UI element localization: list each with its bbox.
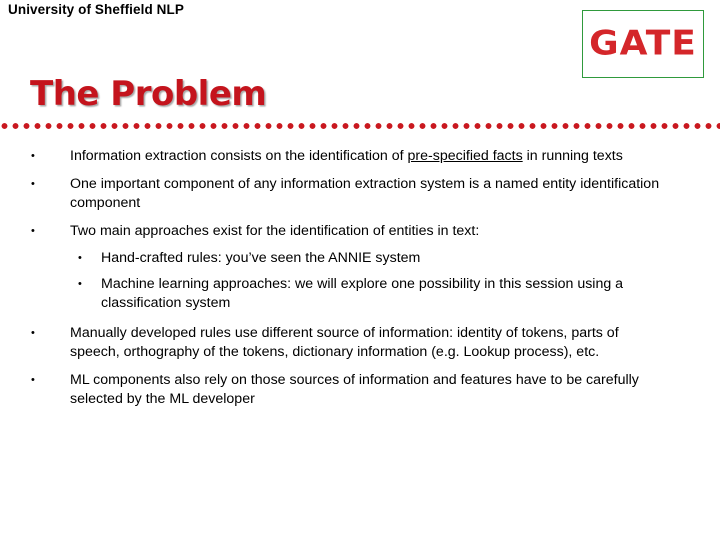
bullet-marker: • [78,277,82,290]
bullet-marker: • [78,252,82,264]
bullet-marker: • [31,150,35,162]
bullet-marker: • [31,177,35,190]
gate-logo-text: GATE [589,24,697,63]
bullet-text: Hand-crafted rules: you’ve seen the ANNIE system [101,250,421,266]
dotted-divider [0,121,720,131]
header-institution: University of Sheffield NLP [8,2,184,17]
bullet-text: Machine learning approaches: we will explore one possibility in this session using a classification system [101,275,624,311]
gate-logo [582,10,704,78]
sub-bullet-item [78,249,691,269]
bullet-marker: • [31,326,35,339]
bullet-text: Information extraction consists on the identification of [70,148,408,164]
bullet-text: Manually developed rules use different source of information: identity of tokens, parts of speech, orthography of the tokens, dictionary information (e.g. Lookup process), etc. [70,324,619,360]
bullet-item [31,222,670,242]
bullet-marker: • [31,224,35,237]
bullet-text: Two main approaches exist for the identification of entities in text: [70,222,480,239]
bullet-text: One important component of any information extraction system is a named entity identification component [70,175,660,211]
slide-title: The Problem [30,74,267,114]
bullet-marker: • [31,373,35,386]
bullet-item [31,147,670,167]
bullet-item [31,371,670,410]
bullet-list [0,147,720,418]
bullet-item [31,175,670,214]
bullet-text-underlined: pre-specified facts [407,148,523,164]
bullet-item [31,324,670,363]
bullet-text: in running texts [522,148,623,164]
sub-bullet-item [78,275,691,314]
bullet-text: ML components also rely on those sources of information and features have to be carefully selected by the ML developer [70,371,639,407]
